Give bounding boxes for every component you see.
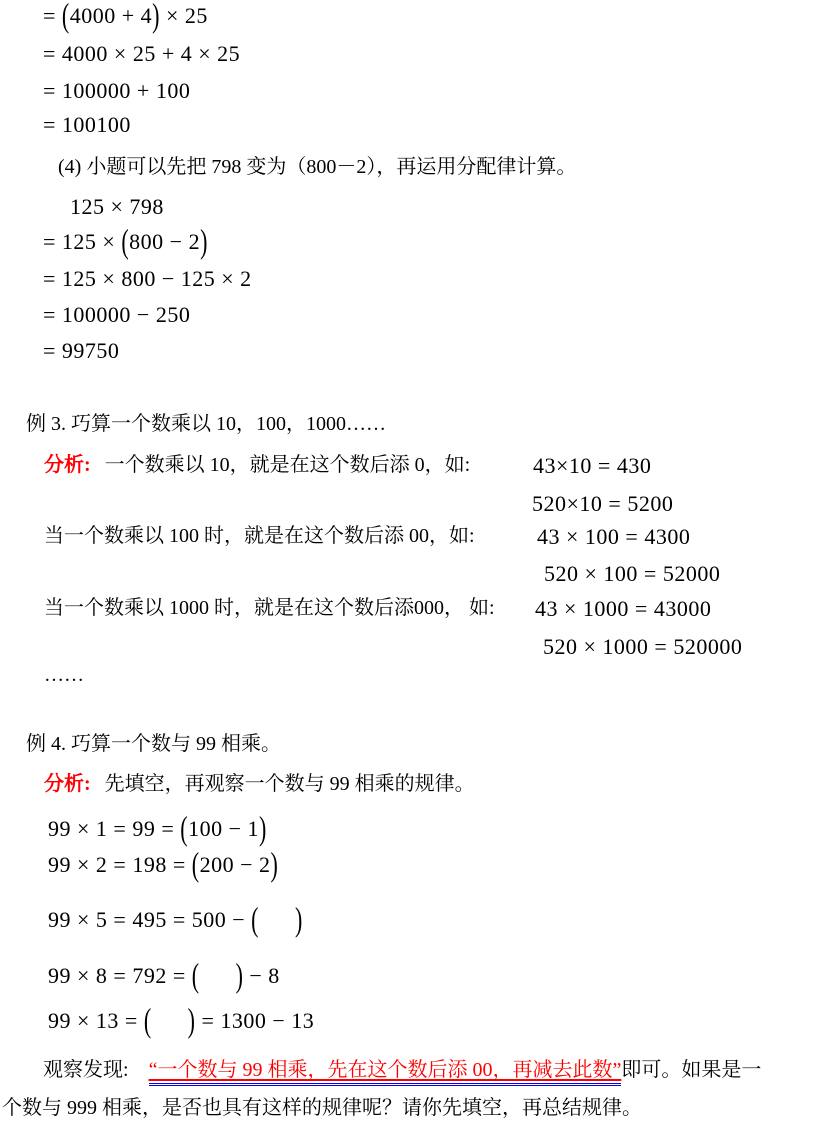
stretched-paren: ( (143, 1000, 152, 1040)
fill-in-equation: 99 × 1 = 99 = (100 − 1) (48, 808, 267, 848)
note-item-4: (4) 小题可以先把 798 变为（800－2），再运用分配律计算。 (58, 156, 577, 178)
stretched-paren: ( (251, 899, 259, 939)
example3-analysis-row (0, 452, 824, 479)
example4-analysis-row (44, 771, 475, 798)
rule-text: 当一个数乘以 100 时，就是在这个数后添 00，如: (44, 525, 475, 547)
stretched-paren: ( (121, 221, 130, 261)
conclusion-prefix: 观察发现: (43, 1059, 129, 1081)
stretched-paren: ( (61, 0, 70, 35)
equation-line: = 100000 + 100 (43, 78, 191, 103)
equation-line: = 100000 − 250 (43, 302, 191, 327)
stretched-paren: ( (180, 808, 189, 848)
example-equation: 520 × 100 = 52000 (544, 561, 721, 586)
conclusion-suffix: 即可。如果是一 (621, 1059, 762, 1081)
rule-quote-text: “一个数与 99 相乘，先在这个数后添 00，再减去此数” (148, 1059, 622, 1081)
underlined-rule (149, 1059, 622, 1086)
example-equation: 43 × 100 = 4300 (537, 524, 691, 549)
stretched-paren: ) (258, 808, 267, 848)
expression-line: 125 × 798 (70, 194, 164, 219)
stretched-paren: ) (270, 844, 279, 884)
fill-in-equation: 99 × 5 = 495 = 500 − ( ) (48, 899, 303, 939)
equation-line: = 100100 (43, 112, 131, 137)
example3-title: 例 3. 巧算一个数乘以 10，100，1000…… (26, 413, 386, 435)
example3-row (0, 595, 824, 622)
example-equation: 520×10 = 5200 (532, 491, 674, 516)
equation-line: = 125 × (800 − 2) (43, 221, 208, 261)
example3-row (0, 523, 824, 550)
stretched-paren: ) (235, 955, 244, 995)
example-equation: 520 × 1000 = 520000 (543, 634, 743, 659)
fill-in-equation: 99 × 8 = 792 = ( ) − 8 (48, 955, 280, 995)
fill-in-equation: 99 × 2 = 198 = (200 − 2) (48, 844, 279, 884)
stretched-paren: ) (294, 899, 303, 939)
stretched-paren: ( (191, 955, 200, 995)
analysis-text: 一个数乘以 10，就是在这个数后添 0，如: (104, 454, 471, 476)
conclusion-line1 (43, 1057, 761, 1084)
stretched-paren: ) (200, 221, 208, 261)
conclusion-line2: 个数与 999 相乘，是否也具有这样的规律呢？请你先填空，再总结规律。 (2, 1097, 642, 1119)
fill-in-equation: 99 × 13 = ( ) = 1300 − 13 (48, 1000, 315, 1040)
example-equation: 43×10 = 430 (533, 453, 652, 478)
stretched-paren: ( (191, 844, 200, 884)
example-equation: 43 × 1000 = 43000 (535, 596, 712, 621)
analysis-text: 先填空，再观察一个数与 99 相乘的规律。 (104, 773, 475, 795)
stretched-paren: ) (152, 0, 160, 35)
equation-line: = (4000 + 4) × 25 (43, 2, 208, 29)
analysis-label: 分析: (44, 773, 91, 795)
ellipsis-line: …… (44, 664, 84, 686)
example4-title: 例 4. 巧算一个数与 99 相乘。 (26, 733, 281, 755)
rule-text: 当一个数乘以 1000 时，就是在这个数后添000， 如: (44, 597, 495, 619)
equation-line: = 99750 (43, 338, 120, 363)
stretched-paren: ) (187, 1000, 196, 1040)
analysis-label: 分析: (44, 454, 91, 476)
equation-line: = 4000 × 25 + 4 × 25 (43, 41, 241, 66)
equation-line: = 125 × 800 − 125 × 2 (43, 266, 252, 291)
